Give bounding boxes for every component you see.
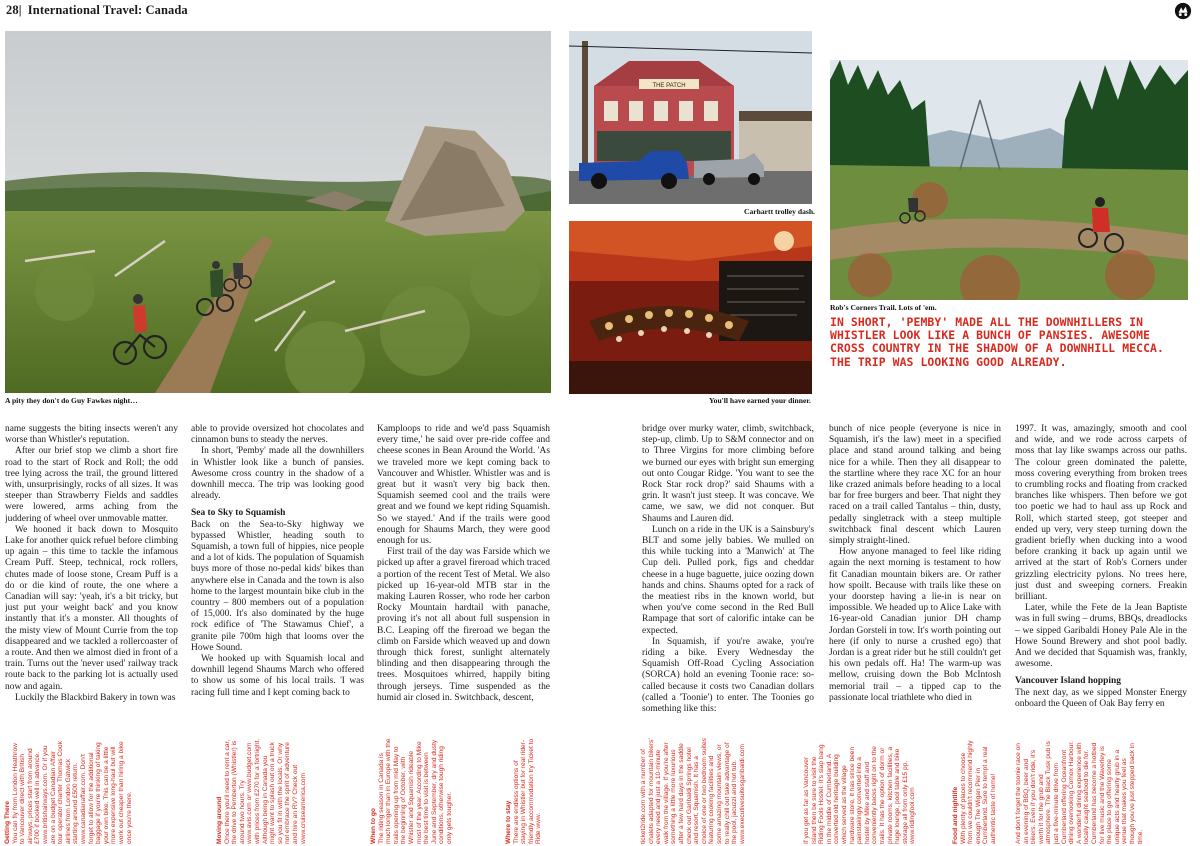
body-column-5 (829, 424, 1001, 732)
storefront-sign: THE PATCH (652, 83, 686, 89)
sidebar-riding-fools: If you get as far as Vancouver Island then be sure to visit the Riding Fools Hostel. It's slap bang in the middle of Cumberland. A converted old heritage building which served as the village hardware store, it has since been painstakingly converted into a hostel by Mike and staff and conveniently backs right on to the trails. It has the option of dorm or private rooms, kitchen facilities, a huge lounge, pool table and bike storage all from only £15 pp. www.ridingfool.com (803, 744, 917, 844)
page-header (6, 3, 188, 18)
paragraph: In Squamish, if you're awake, you're riding a bike. Every Wednesday the Squamish Off-Road Cycling Association (SORCA) hold an evening Toonie race: so-called because it costs two Canadian dollars (called a 'Toonie') to enter. The Toonies go something like this: (642, 636, 814, 715)
paragraph: How anyone managed to feel like riding again the next morning is testament to how fit Canadian mountain bikers are. Or rather how spoilt. Because with trails like these on your doorstep having a lie-in is near on impossible. We headed up to Alice Lake with 16-year-old Canadian junior DH champ Jordan Gorsteli in tow. It's worth pointing out here (if only to nurse a crushed ego) that Jordan is a great rider but he still couldn't get his own pedals off. Ha! The warm-up was mellow, cruising down the Bob McIntosh memorial trail – a tipped cap to the passionate local triathlete who died in (829, 547, 1001, 703)
subheading-vancouver-island: Vancouver Island hopping (1015, 676, 1121, 687)
paragraph: First trail of the day was Farside which we picked up after a gravel fireroad which traced a portion of the recent Test of Metal. We also picked up 16-year-old MTB star in the making Lauren Rosser, who rode her carbon Rocky Mountain hardtail with panache, proving it's not all about full suspension in B.C. Leaping off the fireroad we began the climb on Farside which weaved up and down through thick forest, sunlight alternately blinding and then disappearing through the trees. Mosquitoes whirred, happily biting through jerseys. Time suspended as the humid air closed in. Switchback, descent, (377, 547, 550, 703)
magazine-logo-icon (1174, 2, 1192, 20)
photo-street-storefront (569, 31, 812, 204)
paragraph: Later, while the Fete de la Jean Baptiste was in full swing – drums, BBQs, dreadlocks – we sipped Garibaldi Honey Pale Ale in the Howe Sound Brewery and shot pool badly. And we decided that Squamish was, frankly, awesome. (1015, 603, 1187, 670)
paragraph: The next day, as we sipped Monster Energy onboard the Queen of Oak Bay ferry en (1015, 687, 1187, 709)
body-column-2 (191, 424, 364, 732)
paragraph: bunch of nice people (everyone is nice in Squamish, it's the law) meet in a specified place and stand around talking and being nice for a while. Then they all disappear to the startline where they race XC for an hour like crazed animals before heading to a local bar for free burgers and beer. That night they raced on a trail called Tantalus – thin, dusty, pedally singletrack with a steep multiple switchback final descent which Lauren simply straight-lined. (829, 424, 1001, 547)
pull-quote (830, 316, 1190, 369)
page-number: 28| (6, 3, 22, 17)
body-column-6 (1015, 424, 1187, 732)
sidebar-where-to-stay: Where to stay There are endless options of staying in Whistler but for real rider-friendly accommodation try Ticket to Ride www. (505, 738, 543, 844)
photo-robs-corners-trail (830, 60, 1188, 300)
paragraph: In short, 'Pemby' made all the downhillers in Whistler look like a bunch of pansies. Awesome cross country in the shadow of a downhill mecca. The trip was looking good already. (191, 446, 364, 502)
caption-street: Carhartt trolley dash. (744, 207, 815, 216)
sidebar-getting-there: Getting There You can fly from London Heathrow to Vancouver direct with British airways, prices start from around £700 if booked well in advance. www.britishairways.com. Or if you are on a budget Canadian Affair tour operator charter Thomas Cook airlines from London Gatwick starting around £500 return. www.canadianaffair.com. Don't forget to allow for the additional baggage if you're thinking of taking your own bike. This can be a little more expensive long-haul but will work out cheaper than hiring a bike once you're there. (4, 741, 133, 844)
subheading-sea-to-sky: Sea to Sky to Squamish (191, 508, 286, 519)
pull-quote-line-2: WHISTLER LOOK LIKE A BUNCH OF PANSIES. AWESOME (830, 328, 1151, 343)
paragraph: We hooned it back down to Mosquito Lake for another quick refuel before climbing up again – this time to tackle the infamous Cream Puff. Steep, technical, rock rollers, chutes made of loose stone, Cream Puff is a do or die kind of route, the one where a Canadian will say: 'yeah, it's a bit tricky, but just put your weight back' and you know instantly that it's a monster. All thoughts of the misty view of Mount Currie from the top disappeared and we tackled a rollercoaster of a route. And then we almost died in front of a train. Turns out the 'never used' railway track route back to the parking lot is actually used now and again. (5, 524, 178, 692)
paragraph: 1997. It was, amazingly, smooth and cool and wide, and we rode across carpets of moss that lay like swamps across our paths. The colour green dominated the palette, moss covering everything from broken trees to crumbling rocks and floating from cracked branches like whispers. Then before we got too poetic we had to haul ass up Rock and Roll, which started steep, got steeper and ended up very, very steep turning down the gradient briefly when ducking into a wood before cranking it back up again until we arrived at the start of Rob's Corners under grizzling electricity pylons. No trees here, just dust and sweeping corners. Freakin brilliant. (1015, 424, 1187, 603)
caption-bar: You'll have earned your dinner. (709, 396, 811, 405)
sidebar-accommodation: ticket2ride.com with a number of chalets adapted for mountain bikers' every need and just a 10-minute walk from the village. If you're after something a little more luxurious after a few hard days in the saddle check out Garibaldi Springs hotel and resort, Squamish. It has a choice of one or two bedroom suites featuring cooking facilities and some amazing mountain views, or to really chill out take advantage of the pool, jacuzzi and hot tub. www.executivesuitesgaribaldi.com (640, 738, 746, 844)
pull-quote-line-3: CROSS COUNTRY IN THE SHADOW OF A DOWNHILL MECCA. (830, 341, 1164, 356)
body-column-3 (377, 424, 550, 732)
pull-quote-line-1: IN SHORT, 'PEMBY' MADE ALL THE DOWNHILLERS IN (830, 315, 1144, 329)
sidebar-food-nightlife: Food and nightlife With plenty of places to choose from we couldn't recommend highly enough The Wigan Pier in Cumberland. Sure to tempt a real authentic taste of home! (952, 740, 997, 844)
caption-trail: Rob's Corners Trail. Lots of 'em. (830, 303, 937, 312)
paragraph: name suggests the biting insects weren't any worse than Whistler's reputation. (5, 424, 178, 446)
section-title: International Travel: Canada (27, 3, 188, 17)
paragraph: We hooked up with Squamish local and downhill legend Shaums March who offered to show us some of his local trails. 'I was racing full time and I kept coming back to (191, 654, 364, 698)
body-column-4 (642, 424, 814, 732)
sidebar-moving-around: Moving around Once there you'll need to rent a car, the drive to Pemberton (Whistler) is around two hours. Try www.avis.com or www.budget.com with prices from £270 for a fortnight. Although being in Canada you might want to splash out on a truck so you fit in with the locals. Or why not embrace the spirit of adventure and hire an RV? Check out www.cruiseamerica.com (216, 738, 307, 844)
sidebar-when-to-go: When to go The riding season in Canada is much longer than in Europe with the trails opening up from mid May to the beginning of October, with Whistler and Squamish rideable most of the year. According to Mike the best time to visit is between June and September, dry and dusty conditions, otherwise tough riding only gets tougher. (370, 738, 453, 844)
main-photo-riders-clearcut (5, 31, 551, 393)
paragraph: After our brief stop we climb a short fire road to the start of Rock and Roll; the odd tree lying across the trail, the ground littered with, unsurprisingly, rocks of all sizes. It was steeper than Strawberry Fields and saddles were lowered, arms aching from the juddering of wheel over unmovable matter. (5, 446, 178, 524)
pull-quote-line-4: THE TRIP WAS LOOKING GOOD ALREADY. (830, 354, 1067, 369)
paragraph: able to provide oversized hot chocolates and cinnamon buns to steady the nerves. (191, 424, 364, 446)
caption-main: A pity they don't do Guy Fawkes night… (5, 396, 138, 405)
paragraph: bridge over murky water, climb, switchback, step-up, climb. Up to S&M connector and on to Three Virgins for more climbing before we burned our eyes with bright sun emerging out onto Cougar Ridge. 'You want to see the Rock Star rock drop?' said Shaums with a grin. It wasn't just steep. It was concave. We came, we saw, we did not conquer. But Shaums and Lauren did. (642, 424, 814, 524)
body-column-1 (5, 424, 178, 732)
paragraph: Luckily the Blackbird Bakery in town was (15, 692, 176, 703)
paragraph: Kamploops to ride and we'd pass Squamish every time,' he said over pre-ride coffee and cheese scones in Bean Around the World. 'As we traveled more we kept coming back to Vancouver and Whistler. Whistler was and is great but it wasn't very big back then. Squamish seemed cool and the trails were great and we found we kept riding Squamish. So we stayed.' And if the trails were good enough for Shaums March, they were good enough for us. (377, 424, 550, 547)
paragraph: Back on the Sea-to-Sky highway we bypassed Whistler, heading south to Squamish, a town full of hippies, nice people and a lot of kids. The population of Squamish buys more of those no-pedal kids' bikes than anywhere else in Canada and the town is also home to the largest mountain bike club in the country – 800 members out of a population of 15,000. It's also dominated by the huge rock edifice of 'The Stawamus Chief', a granite pile 700m high that looms over the Howe Sound. (191, 519, 364, 653)
paragraph: Lunch on a ride in the UK is a Sainsbury's BLT and some jelly babies. We mulled on this while tucking into a 'Manwich' at The Cup deli. Pulled pork, figs and cheddar cheese in a huge baguette, juice oozing down hands and chins. Shaums opted for a rack of the meatiest ribs in the known world, but when you've come second in the Red Bull Rampage that sort of calorific intake can be expected. (642, 524, 814, 636)
sidebar-toonie-race: And don't forget the toonie race on an evening of BBQ, beer and bikers. Even if you don't ride, it's worth it for the grub and atmosphere. The Black Tusk pub is just a five-minute drive from Cumberland offering Oceanfront dining overlooking Comox Harbour. A wonderful dining experience with locally caught seafood to die for. Cumberland has become a hotbed for live music and the Waverley is the place to go offering some unique acts and hearty grub in a venue that makes you feel as though you've just stepped back in time. (1015, 741, 1144, 844)
photo-bar-interior (569, 221, 812, 394)
